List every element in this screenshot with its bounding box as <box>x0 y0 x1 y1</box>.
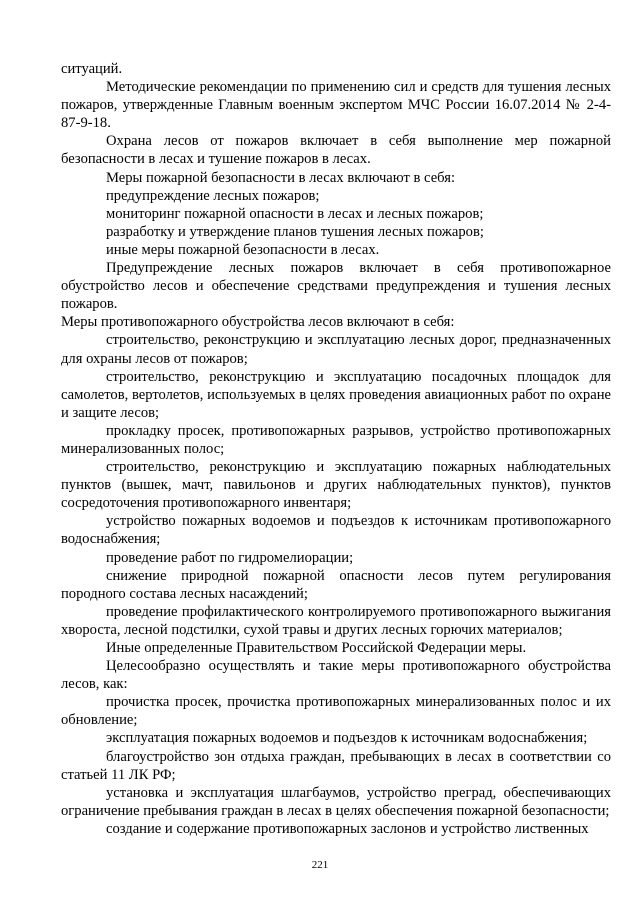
paragraph: мониторинг пожарной опасности в лесах и лесных пожаров; <box>106 205 484 222</box>
paragraph: установка и эксплуатация шлагбаумов, устройство преград, обеспечивающих ограничение пребывания граждан в лесах в целях обеспечения пожарной безопасности; <box>61 784 611 819</box>
paragraph: Меры пожарной безопасности в лесах включают в себя: <box>106 169 455 186</box>
paragraph: разработку и утверждение планов тушения лесных пожаров; <box>106 223 484 240</box>
page-number: 221 <box>311 859 329 871</box>
paragraph: Меры противопожарного обустройства лесов включают в себя: <box>61 314 455 331</box>
paragraph: Охрана лесов от пожаров включает в себя выполнение мер пожарной безопасности в лесах и тушение пожаров в лесах. <box>61 133 611 168</box>
paragraph: создание и содержание противопожарных заслонов и устройство лиственных <box>106 820 589 837</box>
paragraph: строительство, реконструкцию и эксплуатацию пожарных наблюдательных пунктов (вышек, мачт, павильонов и других наблюдательных пунктов), пунктов сосредоточения противопожарного инвентаря; <box>61 459 611 512</box>
paragraph: предупреждение лесных пожаров; <box>106 187 320 204</box>
paragraph: снижение природной пожарной опасности лесов путем регулирования породного состава лесных насаждений; <box>61 567 611 602</box>
paragraph: Целесообразно осуществлять и такие меры противопожарного обустройства лесов, как: <box>61 658 611 693</box>
paragraph: иные меры пожарной безопасности в лесах. <box>106 241 380 258</box>
paragraph: строительство, реконструкцию и эксплуатацию лесных дорог, предназначенных для охраны лесов от пожаров; <box>61 332 611 367</box>
paragraph: проведение работ по гидромелиорации; <box>106 549 354 566</box>
document-body <box>61 60 611 838</box>
paragraph: ситуаций. <box>61 61 123 77</box>
paragraph: Иные определенные Правительством Российской Федерации меры. <box>106 640 527 656</box>
paragraph: прокладку просек, противопожарных разрывов, устройство противопожарных минерализованных полос; <box>61 422 611 457</box>
paragraph: устройство пожарных водоемов и подъездов к источникам противопожарного водоснабжения; <box>61 513 611 548</box>
paragraph: прочистка просек, прочистка противопожарных минерализованных полос и их обновление; <box>61 694 611 729</box>
paragraph: строительство, реконструкцию и эксплуатацию посадочных площадок для самолетов, вертолетов, используемых в целях проведения авиационных работ по охране и защите лесов; <box>61 368 611 421</box>
paragraph: эксплуатация пожарных водоемов и подъездов к источникам водоснабжения; <box>106 730 588 747</box>
paragraph: Предупреждение лесных пожаров включает в себя противопожарное обустройство лесов и обеспечение средствами предупреждения и тушения лесных пожаров. <box>61 260 611 313</box>
paragraph: благоустройство зон отдыха граждан, пребывающих в лесах в соответствии со статьей 11 ЛК РФ; <box>61 748 611 783</box>
paragraph: Методические рекомендации по применению сил и средств для тушения лесных пожаров, утвержденные Главным военным экспертом МЧС России 16.07.2014 № 2-4-87-9-18. <box>61 79 611 132</box>
paragraph: проведение профилактического контролируемого противопожарного выжигания хвороста, лесной подстилки, сухой травы и других лесных горючих материалов; <box>61 603 611 638</box>
